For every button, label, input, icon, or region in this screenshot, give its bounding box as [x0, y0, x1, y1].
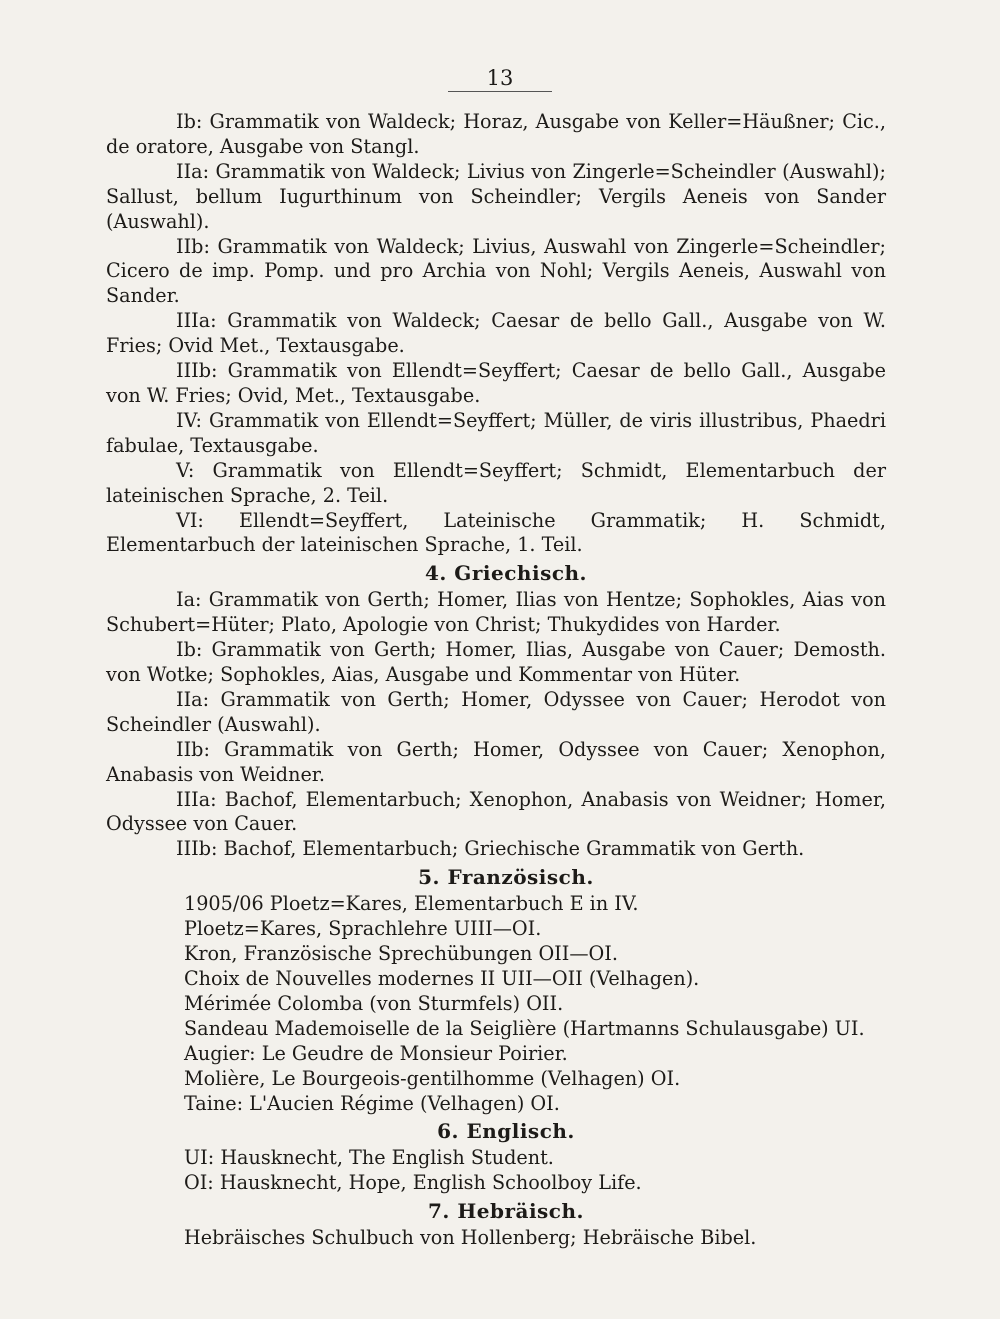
latin-entry-vi: VI: Ellendt=Seyffert, Lateinische Grammatik; H. Schmidt, Elementarbuch der lateinischen Sprache, 1. Teil.	[106, 508, 886, 557]
greek-entry-iiib: IIIb: Bachof, Elementarbuch; Griechische Grammatik von Gerth.	[176, 837, 805, 861]
french-entry: Choix de Nouvelles modernes II UII—OII (Velhagen).	[184, 967, 700, 990]
french-entry: Mérimée Colomba (von Sturmfels) OII.	[184, 991, 564, 1015]
page-body	[106, 110, 886, 1251]
latin-entry-v: V: Grammatik von Ellendt=Seyffert; Schmidt, Elementarbuch der lateinischen Sprache, 2. Teil.	[106, 458, 886, 507]
latin-entry-iib: IIb: Grammatik von Waldeck; Livius, Auswahl von Zingerle=Scheindler; Cicero de imp. Pomp. und pro Archia von Nohl; Vergils Aeneis, Auswahl von Sander.	[106, 234, 886, 308]
page-number: 13	[486, 66, 514, 90]
hebrew-entry: Hebräisches Schulbuch von Hollenberg; Hebräische Bibel.	[184, 1226, 757, 1250]
greek-entry-iib: IIb: Grammatik von Gerth; Homer, Odyssee von Cauer; Xenophon, Anabasis von Weidner.	[106, 737, 886, 786]
english-entry: UI: Hausknecht, The English Student.	[184, 1146, 554, 1170]
greek-entry-iia: IIa: Grammatik von Gerth; Homer, Odyssee von Cauer; Herodot von Scheindler (Auswahl).	[106, 687, 886, 736]
header-rule	[448, 91, 552, 92]
latin-entry-ib: Ib: Grammatik von Waldeck; Horaz, Ausgabe von Keller=Häußner; Cic., de oratore, Ausgabe von Stangl.	[106, 110, 886, 158]
french-entry: Sandeau Mademoiselle de la Seiglière (Hartmanns Schulausgabe) UI.	[184, 1016, 865, 1040]
section-heading-greek: 4. Griechisch.	[424, 561, 588, 586]
section-heading-hebrew: 7. Hebräisch.	[428, 1199, 584, 1224]
french-entry: Taine: L'Aucien Régime (Velhagen) OI.	[184, 1091, 560, 1115]
french-entry: 1905/06 Ploetz=Kares, Elementarbuch E in IV.	[184, 892, 639, 916]
greek-entry-iiia: IIIa: Bachof, Elementarbuch; Xenophon, Anabasis von Weidner; Homer, Odyssee von Cauer.	[106, 787, 886, 836]
english-entry: OI: Hausknecht, Hope, English Schoolboy Life.	[184, 1171, 642, 1195]
latin-entry-iia: IIa: Grammatik von Waldeck; Livius von Zingerle=Scheindler (Auswahl); Sallust, bellum Iugurthinum von Scheindler; Vergils Aeneis von Sander (Auswahl).	[106, 159, 886, 233]
french-entry: Kron, Französische Sprechübungen OII—OI.	[184, 942, 618, 966]
french-entry: Augier: Le Geudre de Monsieur Poirier.	[184, 1041, 568, 1065]
french-entry: Ploetz=Kares, Sprachlehre UIII—OI.	[184, 917, 542, 941]
section-heading-french: 5. Französisch.	[418, 865, 594, 890]
latin-entry-iiia: IIIa: Grammatik von Waldeck; Caesar de bello Gall., Ausgabe von W. Fries; Ovid Met., Textausgabe.	[106, 309, 886, 358]
french-entry: Molière, Le Bourgeois-gentilhomme (Velhagen) OI.	[184, 1066, 681, 1090]
latin-entry-iv: IV: Grammatik von Ellendt=Seyffert; Müller, de viris illustribus, Phaedri fabulae, Textausgabe.	[106, 408, 886, 457]
latin-entry-iiib: IIIb: Grammatik von Ellendt=Seyffert; Caesar de bello Gall., Ausgabe von W. Fries; Ovid, Met., Textausgabe.	[106, 359, 886, 407]
greek-entry-ia: Ia: Grammatik von Gerth; Homer, Ilias von Hentze; Sophokles, Aias von Schubert=Hüter; Plato, Apologie von Christ; Thukydides von Harder.	[106, 588, 886, 637]
section-heading-english: 6. Englisch.	[437, 1119, 575, 1144]
greek-entry-ib: Ib: Grammatik von Gerth; Homer, Ilias, Ausgabe von Cauer; Demosth. von Wotke; Sophokles, Aias, Ausgabe und Kommentar von Hüter.	[106, 638, 886, 687]
